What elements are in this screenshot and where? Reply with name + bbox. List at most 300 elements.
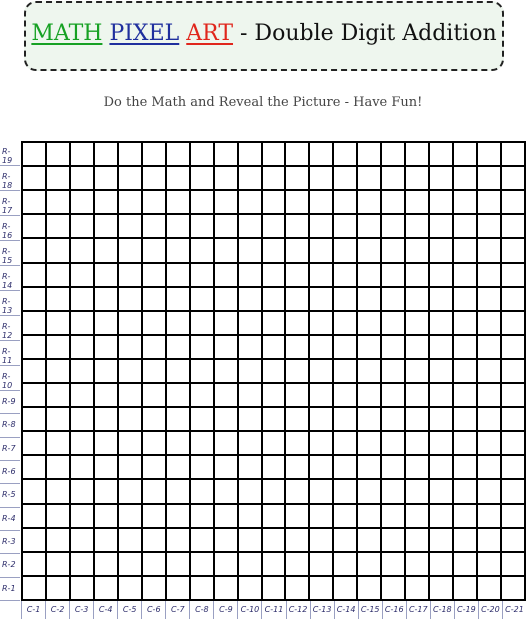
grid-cell[interactable] [454, 312, 476, 334]
grid-cell[interactable] [334, 577, 356, 599]
grid-cell[interactable] [71, 360, 93, 382]
grid-cell[interactable] [239, 239, 261, 261]
grid-cell[interactable] [502, 215, 524, 237]
grid-cell[interactable] [23, 143, 45, 165]
grid-cell[interactable] [430, 167, 452, 189]
grid-cell[interactable] [95, 432, 117, 454]
grid-cell[interactable] [310, 215, 332, 237]
grid-cell[interactable] [191, 215, 213, 237]
grid-cell[interactable] [454, 553, 476, 575]
grid-cell[interactable] [430, 408, 452, 430]
grid-cell[interactable] [382, 264, 404, 286]
grid-cell[interactable] [263, 505, 285, 527]
grid-cell[interactable] [286, 577, 308, 599]
grid-cell[interactable] [47, 336, 69, 358]
grid-cell[interactable] [358, 264, 380, 286]
grid-cell[interactable] [191, 480, 213, 502]
grid-cell[interactable] [406, 384, 428, 406]
grid-cell[interactable] [47, 553, 69, 575]
grid-cell[interactable] [47, 312, 69, 334]
grid-cell[interactable] [95, 529, 117, 551]
grid-cell[interactable] [263, 360, 285, 382]
grid-cell[interactable] [454, 432, 476, 454]
grid-cell[interactable] [263, 264, 285, 286]
grid-cell[interactable] [263, 384, 285, 406]
grid-cell[interactable] [23, 288, 45, 310]
grid-cell[interactable] [286, 384, 308, 406]
grid-cell[interactable] [478, 167, 500, 189]
grid-cell[interactable] [119, 432, 141, 454]
grid-cell[interactable] [382, 239, 404, 261]
grid-cell[interactable] [167, 480, 189, 502]
grid-cell[interactable] [406, 215, 428, 237]
grid-cell[interactable] [454, 288, 476, 310]
grid-cell[interactable] [310, 553, 332, 575]
grid-cell[interactable] [143, 408, 165, 430]
grid-cell[interactable] [382, 336, 404, 358]
grid-cell[interactable] [478, 143, 500, 165]
grid-cell[interactable] [191, 143, 213, 165]
grid-cell[interactable] [191, 577, 213, 599]
grid-cell[interactable] [167, 505, 189, 527]
grid-cell[interactable] [502, 480, 524, 502]
grid-cell[interactable] [215, 553, 237, 575]
grid-cell[interactable] [215, 408, 237, 430]
grid-cell[interactable] [95, 384, 117, 406]
grid-cell[interactable] [167, 336, 189, 358]
grid-cell[interactable] [454, 264, 476, 286]
grid-cell[interactable] [47, 360, 69, 382]
grid-cell[interactable] [406, 239, 428, 261]
grid-cell[interactable] [286, 553, 308, 575]
grid-cell[interactable] [358, 529, 380, 551]
grid-cell[interactable] [167, 577, 189, 599]
grid-cell[interactable] [382, 312, 404, 334]
grid-cell[interactable] [215, 456, 237, 478]
grid-cell[interactable] [215, 529, 237, 551]
grid-cell[interactable] [430, 239, 452, 261]
grid-cell[interactable] [286, 215, 308, 237]
grid-cell[interactable] [310, 577, 332, 599]
grid-cell[interactable] [358, 312, 380, 334]
grid-cell[interactable] [143, 456, 165, 478]
grid-cell[interactable] [215, 215, 237, 237]
grid-cell[interactable] [167, 360, 189, 382]
grid-cell[interactable] [478, 577, 500, 599]
grid-cell[interactable] [119, 336, 141, 358]
grid-cell[interactable] [239, 312, 261, 334]
grid-cell[interactable] [430, 529, 452, 551]
grid-cell[interactable] [263, 167, 285, 189]
grid-cell[interactable] [239, 408, 261, 430]
grid-cell[interactable] [143, 215, 165, 237]
grid-cell[interactable] [286, 167, 308, 189]
grid-cell[interactable] [143, 264, 165, 286]
grid-cell[interactable] [239, 529, 261, 551]
grid-cell[interactable] [71, 529, 93, 551]
grid-cell[interactable] [71, 336, 93, 358]
grid-cell[interactable] [95, 408, 117, 430]
grid-cell[interactable] [263, 143, 285, 165]
grid-cell[interactable] [119, 143, 141, 165]
grid-cell[interactable] [95, 312, 117, 334]
grid-cell[interactable] [23, 384, 45, 406]
grid-cell[interactable] [334, 312, 356, 334]
grid-cell[interactable] [95, 505, 117, 527]
grid-cell[interactable] [263, 215, 285, 237]
grid-cell[interactable] [23, 167, 45, 189]
grid-cell[interactable] [310, 167, 332, 189]
grid-cell[interactable] [239, 215, 261, 237]
grid-cell[interactable] [478, 529, 500, 551]
grid-cell[interactable] [23, 553, 45, 575]
grid-cell[interactable] [167, 553, 189, 575]
grid-cell[interactable] [119, 384, 141, 406]
grid-cell[interactable] [430, 384, 452, 406]
grid-cell[interactable] [239, 432, 261, 454]
grid-cell[interactable] [95, 167, 117, 189]
grid-cell[interactable] [191, 553, 213, 575]
grid-cell[interactable] [310, 360, 332, 382]
grid-cell[interactable] [310, 408, 332, 430]
grid-cell[interactable] [454, 505, 476, 527]
grid-cell[interactable] [119, 167, 141, 189]
grid-cell[interactable] [167, 239, 189, 261]
grid-cell[interactable] [478, 384, 500, 406]
grid-cell[interactable] [143, 577, 165, 599]
grid-cell[interactable] [119, 408, 141, 430]
grid-cell[interactable] [406, 143, 428, 165]
grid-cell[interactable] [358, 143, 380, 165]
grid-cell[interactable] [454, 360, 476, 382]
grid-cell[interactable] [95, 264, 117, 286]
grid-cell[interactable] [310, 529, 332, 551]
grid-cell[interactable] [23, 432, 45, 454]
grid-cell[interactable] [358, 360, 380, 382]
grid-cell[interactable] [286, 288, 308, 310]
grid-cell[interactable] [167, 312, 189, 334]
grid-cell[interactable] [215, 288, 237, 310]
grid-cell[interactable] [71, 577, 93, 599]
grid-cell[interactable] [119, 505, 141, 527]
grid-cell[interactable] [406, 312, 428, 334]
grid-cell[interactable] [430, 336, 452, 358]
grid-cell[interactable] [382, 529, 404, 551]
grid-cell[interactable] [191, 239, 213, 261]
grid-cell[interactable] [23, 312, 45, 334]
grid-cell[interactable] [286, 143, 308, 165]
grid-cell[interactable] [47, 384, 69, 406]
grid-cell[interactable] [71, 264, 93, 286]
grid-cell[interactable] [95, 577, 117, 599]
grid-cell[interactable] [502, 191, 524, 213]
grid-cell[interactable] [286, 191, 308, 213]
grid-cell[interactable] [191, 360, 213, 382]
grid-cell[interactable] [47, 408, 69, 430]
grid-cell[interactable] [143, 553, 165, 575]
grid-cell[interactable] [358, 384, 380, 406]
grid-cell[interactable] [239, 360, 261, 382]
grid-cell[interactable] [478, 456, 500, 478]
grid-cell[interactable] [239, 553, 261, 575]
grid-cell[interactable] [334, 384, 356, 406]
grid-cell[interactable] [334, 191, 356, 213]
grid-cell[interactable] [143, 505, 165, 527]
grid-cell[interactable] [71, 432, 93, 454]
grid-cell[interactable] [23, 456, 45, 478]
grid-cell[interactable] [239, 167, 261, 189]
grid-cell[interactable] [23, 360, 45, 382]
grid-cell[interactable] [119, 553, 141, 575]
grid-cell[interactable] [286, 264, 308, 286]
grid-cell[interactable] [334, 336, 356, 358]
grid-cell[interactable] [478, 553, 500, 575]
grid-cell[interactable] [382, 360, 404, 382]
grid-cell[interactable] [215, 432, 237, 454]
grid-cell[interactable] [95, 191, 117, 213]
grid-cell[interactable] [406, 577, 428, 599]
grid-cell[interactable] [71, 456, 93, 478]
grid-cell[interactable] [430, 288, 452, 310]
grid-cell[interactable] [502, 288, 524, 310]
grid-cell[interactable] [263, 239, 285, 261]
grid-cell[interactable] [143, 336, 165, 358]
grid-cell[interactable] [143, 143, 165, 165]
grid-cell[interactable] [239, 336, 261, 358]
grid-cell[interactable] [71, 167, 93, 189]
grid-cell[interactable] [263, 312, 285, 334]
grid-cell[interactable] [358, 408, 380, 430]
grid-cell[interactable] [95, 360, 117, 382]
grid-cell[interactable] [478, 288, 500, 310]
grid-cell[interactable] [430, 505, 452, 527]
grid-cell[interactable] [502, 432, 524, 454]
grid-cell[interactable] [334, 432, 356, 454]
grid-cell[interactable] [502, 553, 524, 575]
grid-cell[interactable] [47, 577, 69, 599]
grid-cell[interactable] [454, 408, 476, 430]
grid-cell[interactable] [454, 456, 476, 478]
grid-cell[interactable] [406, 288, 428, 310]
grid-cell[interactable] [406, 408, 428, 430]
grid-cell[interactable] [382, 143, 404, 165]
grid-cell[interactable] [71, 312, 93, 334]
grid-cell[interactable] [119, 577, 141, 599]
grid-cell[interactable] [286, 336, 308, 358]
grid-cell[interactable] [430, 264, 452, 286]
grid-cell[interactable] [286, 432, 308, 454]
grid-cell[interactable] [358, 191, 380, 213]
grid-cell[interactable] [478, 505, 500, 527]
grid-cell[interactable] [502, 312, 524, 334]
grid-cell[interactable] [23, 215, 45, 237]
grid-cell[interactable] [71, 480, 93, 502]
grid-cell[interactable] [143, 239, 165, 261]
grid-cell[interactable] [215, 264, 237, 286]
grid-cell[interactable] [47, 432, 69, 454]
grid-cell[interactable] [334, 456, 356, 478]
grid-cell[interactable] [502, 577, 524, 599]
grid-cell[interactable] [47, 143, 69, 165]
grid-cell[interactable] [454, 336, 476, 358]
grid-cell[interactable] [95, 143, 117, 165]
grid-cell[interactable] [191, 288, 213, 310]
grid-cell[interactable] [71, 288, 93, 310]
grid-cell[interactable] [263, 577, 285, 599]
grid-cell[interactable] [95, 553, 117, 575]
grid-cell[interactable] [191, 191, 213, 213]
grid-cell[interactable] [119, 191, 141, 213]
grid-cell[interactable] [215, 360, 237, 382]
grid-cell[interactable] [167, 432, 189, 454]
grid-cell[interactable] [406, 336, 428, 358]
grid-cell[interactable] [215, 480, 237, 502]
grid-cell[interactable] [406, 264, 428, 286]
grid-cell[interactable] [143, 288, 165, 310]
grid-cell[interactable] [191, 264, 213, 286]
grid-cell[interactable] [119, 215, 141, 237]
grid-cell[interactable] [478, 408, 500, 430]
grid-cell[interactable] [191, 336, 213, 358]
grid-cell[interactable] [382, 288, 404, 310]
grid-cell[interactable] [358, 505, 380, 527]
grid-cell[interactable] [119, 239, 141, 261]
grid-cell[interactable] [454, 239, 476, 261]
grid-cell[interactable] [239, 480, 261, 502]
grid-cell[interactable] [454, 143, 476, 165]
grid-cell[interactable] [310, 288, 332, 310]
grid-cell[interactable] [215, 143, 237, 165]
grid-cell[interactable] [167, 143, 189, 165]
grid-cell[interactable] [358, 215, 380, 237]
grid-cell[interactable] [239, 456, 261, 478]
grid-cell[interactable] [454, 480, 476, 502]
grid-cell[interactable] [47, 529, 69, 551]
grid-cell[interactable] [478, 215, 500, 237]
grid-cell[interactable] [478, 239, 500, 261]
grid-cell[interactable] [430, 360, 452, 382]
grid-cell[interactable] [310, 239, 332, 261]
grid-cell[interactable] [406, 167, 428, 189]
grid-cell[interactable] [47, 215, 69, 237]
grid-cell[interactable] [406, 505, 428, 527]
grid-cell[interactable] [310, 456, 332, 478]
grid-cell[interactable] [47, 167, 69, 189]
grid-cell[interactable] [310, 143, 332, 165]
grid-cell[interactable] [47, 480, 69, 502]
grid-cell[interactable] [406, 360, 428, 382]
grid-cell[interactable] [478, 360, 500, 382]
grid-cell[interactable] [23, 408, 45, 430]
grid-cell[interactable] [430, 553, 452, 575]
grid-cell[interactable] [286, 239, 308, 261]
grid-cell[interactable] [143, 432, 165, 454]
grid-cell[interactable] [454, 215, 476, 237]
grid-cell[interactable] [382, 456, 404, 478]
grid-cell[interactable] [502, 239, 524, 261]
grid-cell[interactable] [191, 529, 213, 551]
grid-cell[interactable] [239, 143, 261, 165]
grid-cell[interactable] [47, 264, 69, 286]
grid-cell[interactable] [310, 432, 332, 454]
grid-cell[interactable] [119, 529, 141, 551]
grid-cell[interactable] [406, 456, 428, 478]
grid-cell[interactable] [23, 336, 45, 358]
grid-cell[interactable] [358, 432, 380, 454]
grid-cell[interactable] [167, 408, 189, 430]
grid-cell[interactable] [454, 384, 476, 406]
grid-cell[interactable] [47, 288, 69, 310]
grid-cell[interactable] [358, 553, 380, 575]
grid-cell[interactable] [334, 167, 356, 189]
grid-cell[interactable] [502, 167, 524, 189]
grid-cell[interactable] [95, 480, 117, 502]
grid-cell[interactable] [358, 480, 380, 502]
grid-cell[interactable] [334, 264, 356, 286]
grid-cell[interactable] [334, 553, 356, 575]
grid-cell[interactable] [478, 312, 500, 334]
grid-cell[interactable] [191, 384, 213, 406]
grid-cell[interactable] [310, 384, 332, 406]
grid-cell[interactable] [430, 191, 452, 213]
grid-cell[interactable] [334, 143, 356, 165]
grid-cell[interactable] [310, 480, 332, 502]
grid-cell[interactable] [23, 239, 45, 261]
grid-cell[interactable] [263, 553, 285, 575]
grid-cell[interactable] [382, 553, 404, 575]
grid-cell[interactable] [334, 239, 356, 261]
grid-cell[interactable] [406, 432, 428, 454]
grid-cell[interactable] [286, 529, 308, 551]
grid-cell[interactable] [478, 191, 500, 213]
grid-cell[interactable] [239, 191, 261, 213]
grid-cell[interactable] [167, 167, 189, 189]
grid-cell[interactable] [47, 456, 69, 478]
grid-cell[interactable] [95, 456, 117, 478]
grid-cell[interactable] [119, 288, 141, 310]
grid-cell[interactable] [382, 167, 404, 189]
grid-cell[interactable] [502, 456, 524, 478]
grid-cell[interactable] [71, 239, 93, 261]
grid-cell[interactable] [358, 577, 380, 599]
grid-cell[interactable] [358, 167, 380, 189]
grid-cell[interactable] [239, 384, 261, 406]
grid-cell[interactable] [382, 432, 404, 454]
grid-cell[interactable] [310, 505, 332, 527]
grid-cell[interactable] [71, 215, 93, 237]
grid-cell[interactable] [23, 191, 45, 213]
grid-cell[interactable] [502, 529, 524, 551]
grid-cell[interactable] [191, 505, 213, 527]
grid-cell[interactable] [430, 143, 452, 165]
grid-cell[interactable] [215, 384, 237, 406]
grid-cell[interactable] [215, 577, 237, 599]
grid-cell[interactable] [23, 480, 45, 502]
grid-cell[interactable] [454, 577, 476, 599]
grid-cell[interactable] [215, 191, 237, 213]
grid-cell[interactable] [286, 480, 308, 502]
grid-cell[interactable] [430, 456, 452, 478]
grid-cell[interactable] [382, 480, 404, 502]
grid-cell[interactable] [263, 408, 285, 430]
grid-cell[interactable] [334, 505, 356, 527]
grid-cell[interactable] [167, 288, 189, 310]
grid-cell[interactable] [143, 384, 165, 406]
grid-cell[interactable] [502, 505, 524, 527]
grid-cell[interactable] [143, 529, 165, 551]
grid-cell[interactable] [430, 312, 452, 334]
grid-cell[interactable] [167, 264, 189, 286]
